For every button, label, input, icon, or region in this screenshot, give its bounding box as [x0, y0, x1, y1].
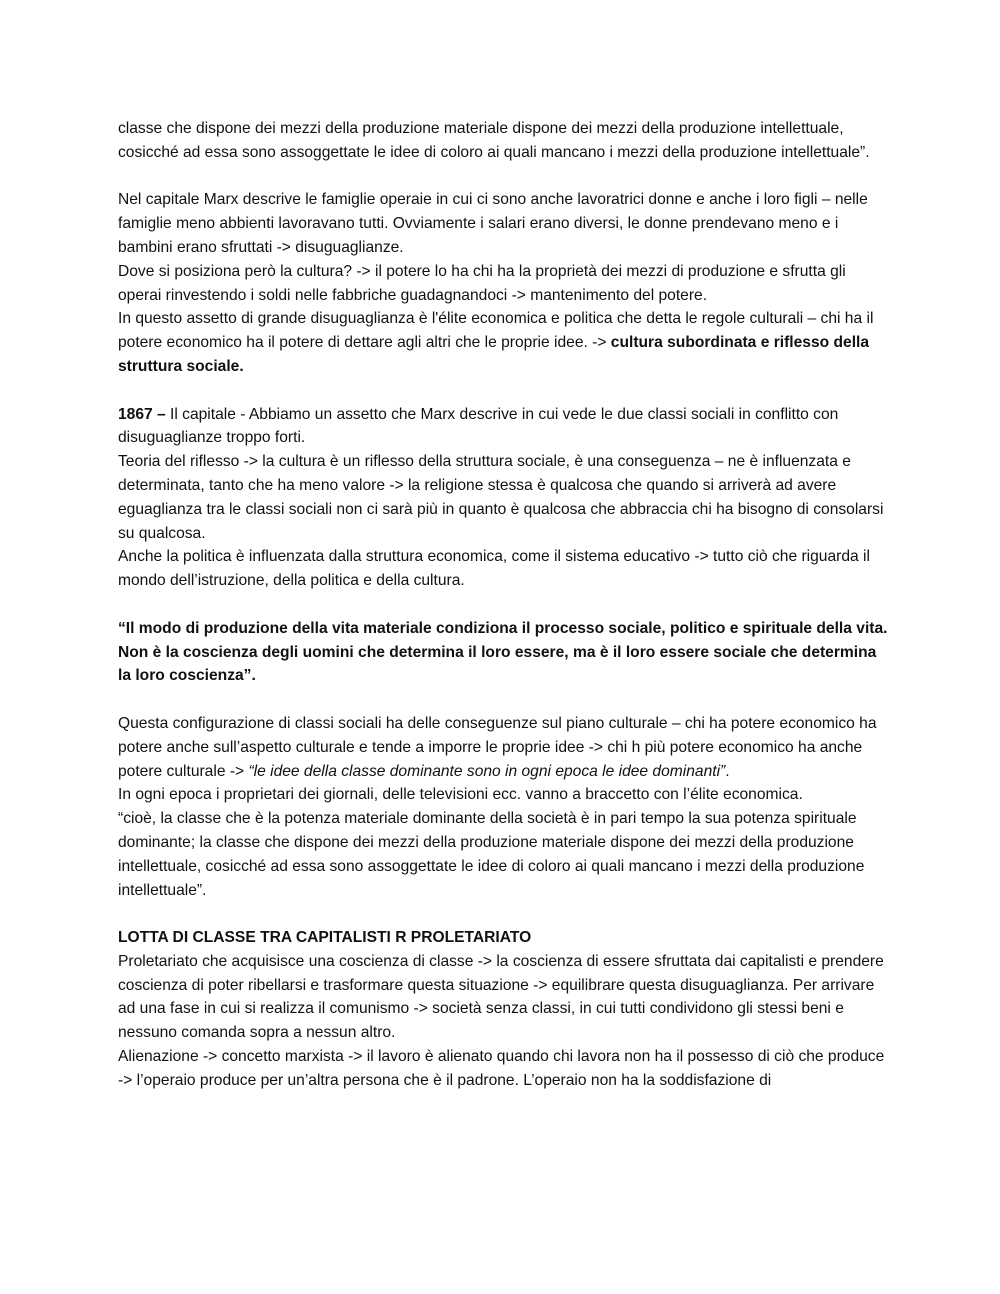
- paragraph-gap: [118, 379, 888, 403]
- paragraph-material-power-quote: “cioè, la classe che è la potenza materiale dominante della società è in pari tempo la sua potenza spirituale dominante; la classe che dispone dei mezzi della produzione materiale dispone dei mezzi della produzione intellettuale, cosicché ad essa sono assoggettate le idee di coloro ai quali mancano i mezzi della produzione intellettuale”.: [118, 810, 865, 899]
- section-heading: LOTTA DI CLASSE TRA CAPITALISTI R PROLETARIATO: [118, 929, 532, 947]
- paragraph-quote-continuation: classe che dispone dei mezzi della produzione materiale dispone dei mezzi della produzione intellettuale, cosicché ad essa sono assoggettate le idee di coloro ai quali mancano i mezzi della produzione intellettuale”.: [118, 120, 870, 161]
- paragraph-newspapers: In ogni epoca i proprietari dei giornali, delle televisioni ecc. vanno a braccetto con l’élite economica.: [118, 786, 803, 804]
- capitale-text: Il capitale - Abbiamo un assetto che Marx descrive in cui vede le due classi sociali in conflitto con disuguaglianze troppo forti.: [118, 405, 839, 447]
- paragraph-gap: [118, 593, 888, 617]
- paragraph-alienation: Alienazione -> concetto marxista -> il lavoro è alienato quando chi lavora non ha il possesso di ciò che produce -> l’operaio produce per un’altra persona che è il padrone. L’operaio non ha la soddisfazione di: [118, 1048, 885, 1089]
- paragraph-class-configuration: [118, 712, 888, 783]
- bold-quote: “Il modo di produzione della vita materiale condiziona il processo sociale, politico e spirituale della vita. Non è la coscienza degli uomini che determina il loro essere, ma è il loro essere sociale che determina la loro coscienza”.: [118, 619, 888, 685]
- paragraph-gap: [118, 902, 888, 926]
- paragraph-1867: [118, 403, 888, 451]
- paragraph-proletariat: Proletariato che acquisisce una coscienza di classe -> la coscienza di essere sfruttata dai capitalisti e prendere coscienza di poter ribellarsi e trasformare questa situazione -> equilibrare questa disuguaglianza. Per arrivare ad una fase in cui si realizza il comunismo -> società senza classi, in cui tutti condividono gli stessi beni e nessuno comanda sopra a nessun altro.: [118, 952, 884, 1042]
- paragraph-gap: [118, 688, 888, 712]
- document-page: [118, 117, 888, 1093]
- elite-culture-text: In questo assetto di grande disuguaglianza è l'élite economica e politica che detta le regole culturali – chi ha il potere economico ha il potere di dettare agli altri che le proprie idee. ->: [118, 310, 874, 352]
- paragraph-working-families: Nel capitale Marx descrive le famiglie operaie in cui ci sono anche lavoratrici donne e anche i loro figli – nelle famiglie meno abbienti lavoravano tutti. Ovviamente i salari erano diversi, le donne prendevano meno e i bambini erano sfruttati -> disuguaglianze.: [118, 191, 868, 256]
- paragraph-theory-reflection: Teoria del riflesso -> la cultura è un riflesso della struttura sociale, è una conseguenza – ne è influenzata e determinata, tanto che ha meno valore -> la religione stessa è qualcosa che quando si arriverà ad avere eguaglianza tra le classi sociali non ci sarà più in quanto è qualcosa che abbraccia chi ha bisogno di consolarsi su qualcosa.: [118, 453, 884, 542]
- paragraph-gap: [118, 165, 888, 189]
- dominant-ideas-italic: “le idee della classe dominante sono in ogni epoca le idee dominanti”: [248, 762, 726, 780]
- class-configuration-text: Questa configurazione di classi sociali ha delle conseguenze sul piano culturale – chi ha potere economico ha potere anche sull’aspetto culturale e tende a imporre le proprie idee -> chi h più potere economico ha anche potere culturale ->: [118, 714, 877, 780]
- paragraph-politics-education: Anche la politica è influenzata dalla struttura economica, come il sistema educativo -> tutto ciò che riguarda il mondo dell’istruzione, della politica e della cultura.: [118, 548, 870, 590]
- paragraph-culture-position: Dove si posiziona però la cultura? -> il potere lo ha chi ha la proprietà dei mezzi di produzione e sfrutta gli operai rinvestendo i soldi nelle fabbriche guadagnandoci -> mantenimento del potere.: [118, 262, 846, 304]
- paragraph-elite-culture: [118, 307, 888, 378]
- class-configuration-end: .: [725, 762, 730, 780]
- year-1867-bold: 1867 –: [118, 405, 166, 423]
- elite-culture-bold: cultura subordinata e riflesso della struttura sociale.: [118, 334, 870, 375]
